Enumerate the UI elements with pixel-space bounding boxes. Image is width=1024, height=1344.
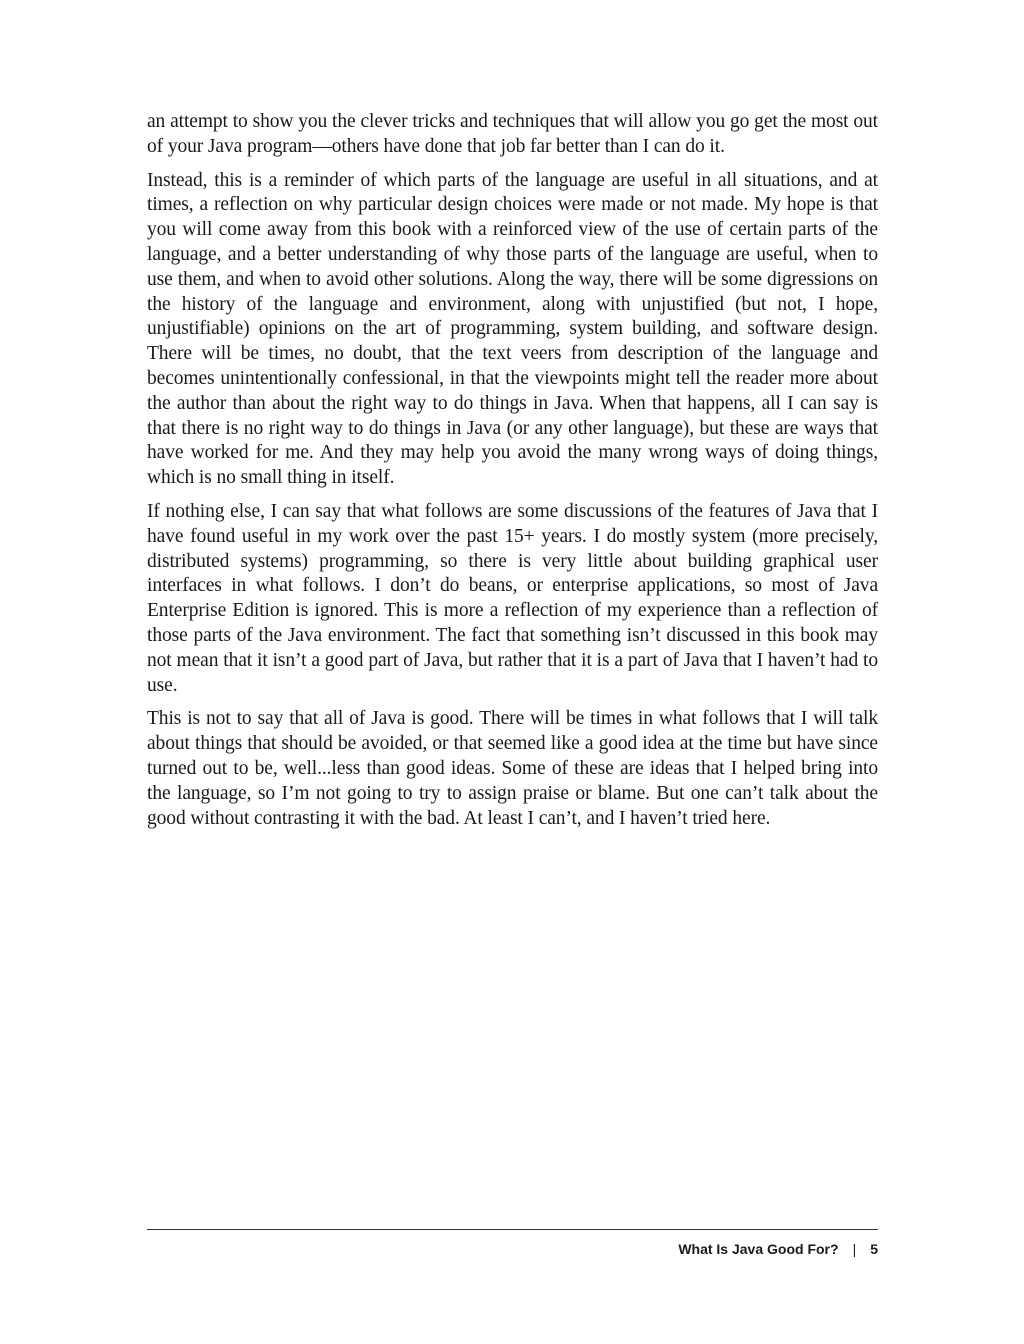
paragraph-3: If nothing else, I can say that what follows are some discussions of the features of Java that I have found useful in my work over the past 15+ years. I do mostly system (more precisely, distributed systems) programming, so there is very little about building graphical user interfaces in what follows. I don’t do beans, or enterprise applications, so most of Java Enterprise Edition is ignored. This is more a reflection of my experience than a reflection of those parts of the Java environment. The fact that something isn’t discussed in this book may not mean that it isn’t a good part of Java, but rather that it is a part of Java that I haven’t had to use. bbox=[147, 500, 878, 696]
paragraph-2: Instead, this is a reminder of which parts of the language are useful in all situations, and at times, a reflection on why particular design choices were made or not made. My hope is that you will come away from this book with a reinforced view of the use of certain parts of the language, and a better understanding of why those parts of the language are useful, when to use them, and when to avoid other solutions. Along the way, there will be some digressions on the history of the language and environment, along with unjustified (but not, I hope, unjustifiable) opinions on the art of programming, system building, and software design. There will be times, no doubt, that the text veers from description of the language and becomes unintentionally confessional, in that the viewpoints might tell the reader more about the author than about the right way to do things in Java. When that happens, all I can say is that there is no right way to do things in Java (or any other language), but these are ways that have worked for me. And they may help you avoid the many wrong ways of doing things, which is no small thing in itself. bbox=[147, 169, 878, 489]
body-text bbox=[147, 110, 878, 840]
footer-separator: | bbox=[852, 1241, 857, 1257]
paragraph-1: an attempt to show you the clever tricks and techniques that will allow you go get the most out of your Java program—others have done that job far better than I can do it. bbox=[147, 111, 878, 157]
footer-chapter-title: What Is Java Good For? bbox=[678, 1241, 839, 1257]
running-footer bbox=[678, 1240, 878, 1258]
page-number: 5 bbox=[870, 1241, 878, 1257]
footer-rule bbox=[147, 1229, 878, 1230]
paragraph-4: This is not to say that all of Java is good. There will be times in what follows that I will talk about things that should be avoided, or that seemed like a good idea at the time but have since turned out to be, well...less than good ideas. Some of these are ideas that I helped bring into the language, so I’m not going to try to assign praise or blame. But one can’t talk about the good without contrasting it with the bad. At least I can’t, and I haven’t tried here. bbox=[147, 708, 878, 829]
